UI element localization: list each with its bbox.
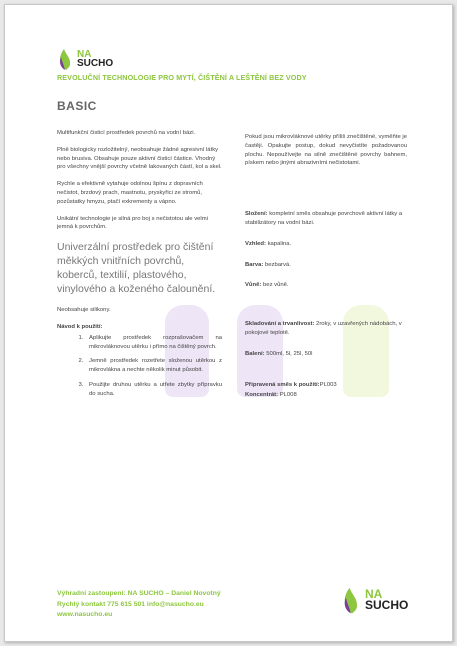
usage-title: Návod k použití: xyxy=(57,323,103,330)
usage-step: 1. Aplikujte prostředek rozprašovačem na mikrovláknovou utěrku i přímo na čištěný povrch. xyxy=(85,334,222,352)
packaging-line xyxy=(245,350,407,359)
storage-label: Skladování a trvanlivost: xyxy=(245,321,315,328)
concentrate-value: PL008 xyxy=(278,392,297,399)
composition-value: kompletní směs obsahuje povrchově aktivní látky a stabilizátory na vodní bázi. xyxy=(245,211,403,226)
logo-word-sucho: SUCHO xyxy=(365,598,409,612)
intro-paragraph: Multifunkční čisticí prostředek povrchů na vodní bázi. xyxy=(57,130,196,136)
color-value: bezbarvá. xyxy=(263,261,291,268)
quick-contact-label: Rychlý kontakt xyxy=(57,600,108,608)
left-column xyxy=(57,129,222,405)
effect-paragraph: Rychle a efektivně vytahuje odolnou špínu z dopravních nečistot, brzdový prach, mastnotu, pryskyřici ze stromů, pozůstatky hmyzu, ptačí exkrementy a vápno. xyxy=(57,181,203,205)
highlight-text: Univerzální prostředek pro čištění měkkých vnitřních povrchů, koberců, textilií, plastového, vinylového a koženého čalounění. xyxy=(57,241,216,296)
representative-name: Daniel Novotný xyxy=(171,590,221,597)
logo-word-na: NA xyxy=(365,587,383,601)
color-label: Barva: xyxy=(245,261,264,268)
usage-step: 2. Jemně prostředek rozetřete složenou utěrkou z mikrovlákna a nechte několik minut působit. xyxy=(85,357,222,375)
scent-value: bez vůně. xyxy=(261,282,289,289)
packaging-value: 500ml, 5l, 25l, 50l xyxy=(264,350,313,357)
composition-line xyxy=(245,210,407,228)
nasucho-logo-bottom xyxy=(341,585,408,615)
composition-label: Složení: xyxy=(245,211,268,218)
leaf-logo-icon xyxy=(341,585,363,615)
concentrate-label: Koncentrát: xyxy=(245,392,279,399)
representation-label: Výhradní zastoupení: NA SUCHO – xyxy=(57,590,172,597)
logo-text xyxy=(365,589,408,611)
storage-value: 2roky, v uzavřených nádobách, v pokojové teplotě. xyxy=(245,321,402,336)
usage-steps xyxy=(57,334,222,399)
color-line xyxy=(245,261,407,270)
leaf-logo-icon xyxy=(57,47,75,71)
contact-phone-email[interactable]: 775 615 501 info@nasucho.eu xyxy=(107,600,204,608)
concentrate-line xyxy=(245,391,407,400)
footer-contact xyxy=(57,589,221,621)
right-column xyxy=(245,133,407,408)
tagline: REVOLUČNÍ TECHNOLOGIE PRO MYTÍ, ČIŠTĚNÍ A LEŠTĚNÍ BEZ VODY xyxy=(57,73,307,82)
appearance-line xyxy=(245,240,407,249)
biodegradable-paragraph: Plně biologicky rozložitelný, neobsahuje žádné agresivní látky nebo brusiva. Obsahuje pouze aktivní čisticí částice. Vhodný pro všechny vnější povrchy včetně lakovaných částí, kol a skel. xyxy=(57,146,222,171)
nasucho-logo-top xyxy=(57,47,113,71)
footer-representation xyxy=(57,589,221,600)
technology-paragraph: Unikátní technologie je silná pro boj s nečistotou ale velmi jemná k povrchům. xyxy=(57,215,208,231)
scent-label: Vůně: xyxy=(245,282,262,289)
logo-word-sucho: SUCHO xyxy=(77,58,114,69)
ready-mix-value: PL003 xyxy=(319,381,337,388)
logo-text xyxy=(77,50,113,68)
document-page xyxy=(4,4,453,642)
storage-line xyxy=(245,320,407,338)
packaging-label: Balení: xyxy=(245,350,265,357)
warning-paragraph: Pokud jsou mikrovláknové utěrky příliš znečištěné, vyměňte je častěji. Opakujte postup, dokud nevyčistíte požadovanou plochu. Nepoužívejte na silně znečištěné povrchy bahnem, pískem nebo jinými abrazivními nečistotami. xyxy=(245,134,407,167)
product-title: BASIC xyxy=(57,99,97,113)
footer-website-link[interactable]: www.nasucho.eu xyxy=(57,611,113,618)
no-silicone-text: Neobsahuje silikony. xyxy=(57,307,111,314)
appearance-value: kapalina. xyxy=(265,240,292,247)
ready-mix-line xyxy=(245,381,407,390)
footer-quick-contact xyxy=(57,600,221,611)
scent-line xyxy=(245,281,407,290)
appearance-label: Vzhled: xyxy=(245,240,266,247)
logo-word-na: NA xyxy=(77,49,92,60)
usage-step: 3. Použijte druhou utěrku a utřete zbytky přípravku do sucha. xyxy=(85,381,222,399)
ready-mix-label: Připravená směs k použití: xyxy=(245,381,320,388)
